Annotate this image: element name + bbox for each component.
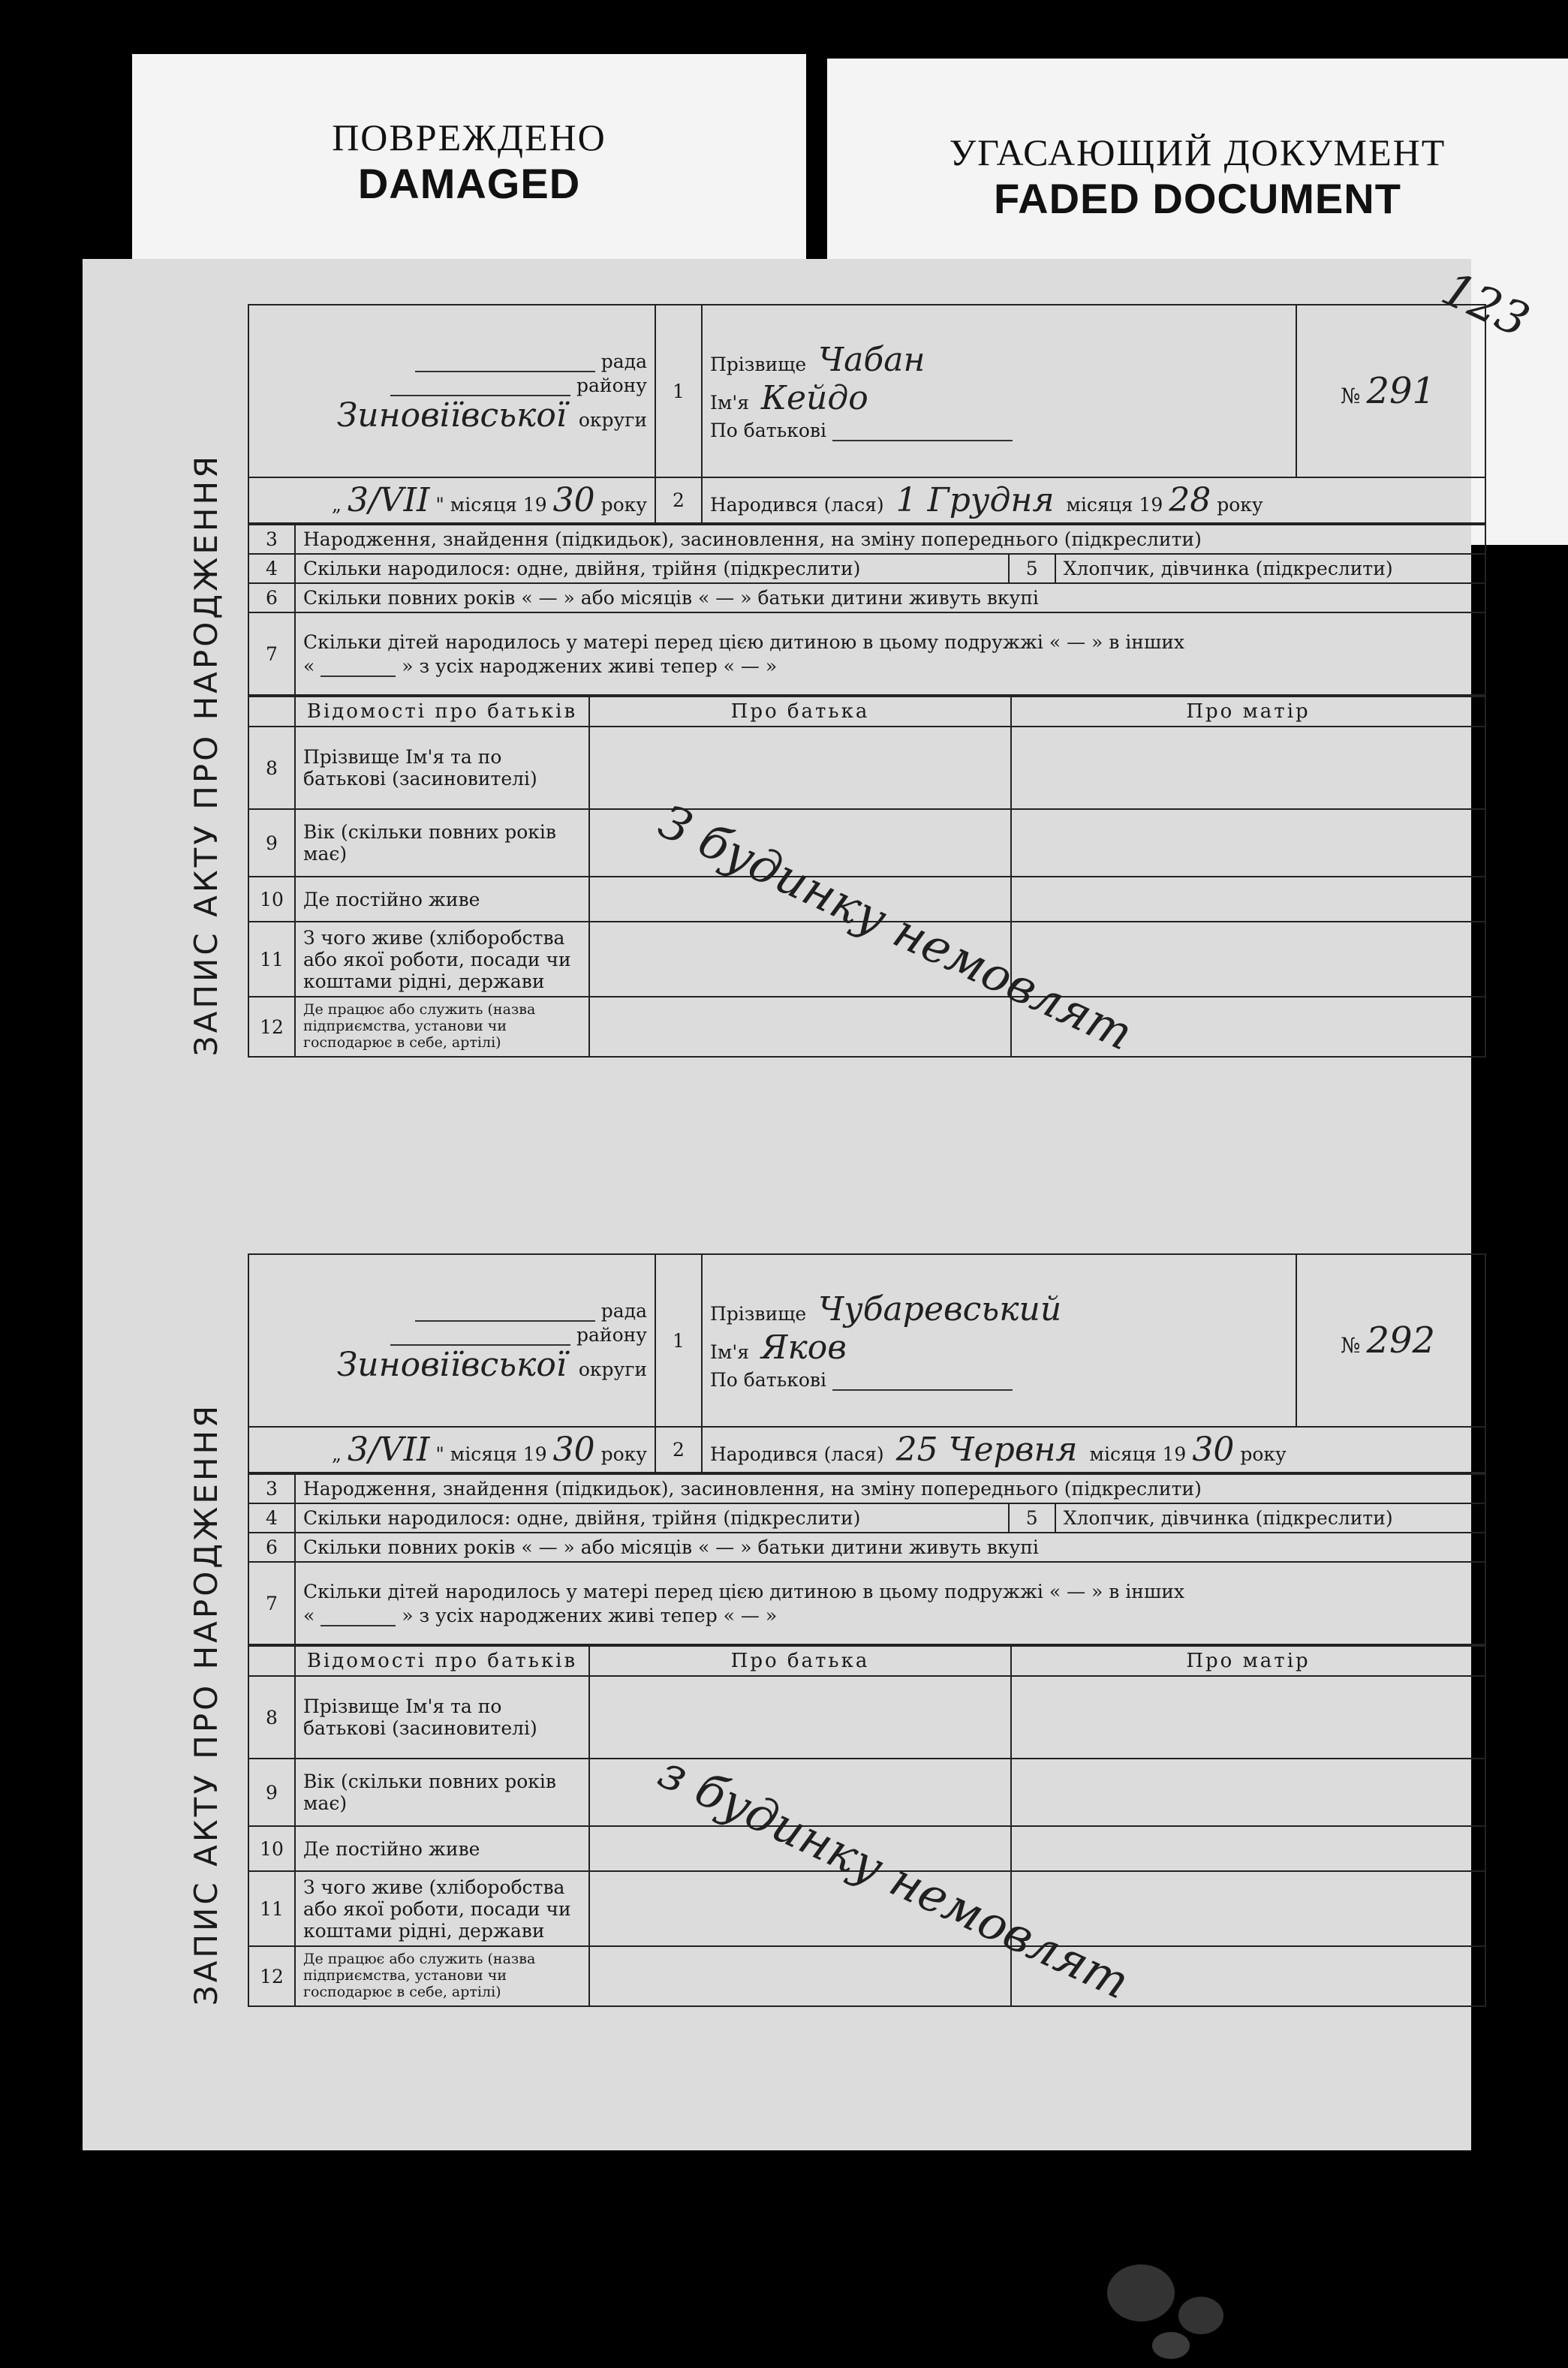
birth-day-month: 1 Грудня [895, 481, 1055, 519]
row-5-label: Хлопчик, дівчинка (підкреслити) [1055, 554, 1485, 583]
record-number: 291 [1366, 370, 1436, 412]
row-3-label: Народження, знайдення (підкидьок), засиновлення, на зміну попереднього (підкреслити) [295, 525, 1485, 554]
name-value: Кейдо [760, 379, 868, 417]
birth-year: 28 [1169, 481, 1211, 519]
surname-value: Чабан [818, 341, 925, 379]
birth-year: 30 [1192, 1431, 1235, 1469]
damaged-label-ru: ПОВРЕЖДЕНО [332, 116, 606, 158]
record-date-day: 3/VII [347, 1431, 430, 1469]
record-number: 292 [1366, 1319, 1436, 1362]
document-paper [83, 259, 1538, 2150]
name-value: Яков [760, 1328, 847, 1367]
damaged-label-en: DAMAGED [357, 160, 581, 207]
okrug-value: Зиновіївської [336, 396, 567, 435]
record-date-day: 3/VII [347, 481, 430, 519]
faded-label-ru: УГАСАЮЩИЙ ДОКУМЕНТ [949, 131, 1446, 173]
record-date-year: 30 [552, 1431, 595, 1469]
parents-note: З будинку немовлят [650, 793, 1142, 1061]
record-form: рада району Зиновіївської округи 1 Прізвище Чабан Ім'я Кейдо По батькові № 291 „ 3/VII " місяця 19 30 року 2 Народився (лася) 1 Грудня місяця 19 28 року 3 Народження, знайдення (підкидьок), засиновлення, на зміну попереднього (підкреслити) 4 Скільки народилося: одне, двійня, трійня (підкреслити) 5 Хлопчик, дівчинка (підкреслити) 6 Скільки повних років « — » або місяців « — » батьки дитини живуть вкупі 7 Скільки дітей народилось у матері перед цією дитиною в цьому подружжі « — » в інших « » з усіх народжених живі тепер « — » Відомості про батьків Про батька Про матір 8 Прізвище Ім'я та по батькові (засиновителі) 9 Вік (скільки повних років має) 10 Де постійно живе 11 З чого живе (хліборобства або якої роботи, посади чи коштами рідні, держави 12 Де працює або служить (назва підприємства, установи чи господарює в себе, артілі) З будинку немовлят [248, 304, 1486, 1058]
record-form: рада району Зиновіївської округи 1 Прізвище Чубаревський Ім'я Яков По батькові № 292 „ 3/VII " місяця 19 30 року 2 Народився (лася) 25 Червня місяця 19 30 року 3 Народження, знайдення (підкидьок), засиновлення, на зміну попереднього (підкреслити) 4 Скільки народилося: одне, двійня, трійня (підкреслити) 5 Хлопчик, дівчинка (підкреслити) 6 Скільки повних років « — » або місяців « — » батьки дитини живуть вкупі 7 Скільки дітей народилось у матері перед цією дитиною в цьому подружжі « — » в інших « » з усіх народжених живі тепер « — » Відомості про батьків Про батька Про матір 8 Прізвище Ім'я та по батькові (засиновителі) 9 Вік (скільки повних років має) 10 Де постійно живе 11 З чого живе (хліборобства або якої роботи, посади чи коштами рідні, держави 12 Де працює або служить (назва підприємства, установи чи господарює в себе, артілі) з будинку немовлят [248, 1253, 1486, 2007]
ink-stain-icon [1096, 2248, 1276, 2368]
record-date-year: 30 [552, 481, 595, 519]
birth-day-month: 25 Червня [895, 1431, 1078, 1469]
record-side-title: ЗАПИС АКТУ ПРО НАРОДЖЕННЯ [188, 453, 225, 1056]
record-side-title: ЗАПИС АКТУ ПРО НАРОДЖЕННЯ [188, 1402, 225, 2005]
surname-value: Чубаревський [818, 1290, 1062, 1328]
faded-label-en: FADED DOCUMENT [994, 175, 1401, 222]
row-4-label: Скільки народилося: одне, двійня, трійня (підкреслити) [295, 554, 1009, 583]
parents-note: з будинку немовлят [650, 1744, 1138, 2010]
corner-number: 123 [1434, 260, 1538, 348]
okrug-value: Зиновіївської [336, 1345, 567, 1384]
damaged-label-card [132, 54, 806, 272]
